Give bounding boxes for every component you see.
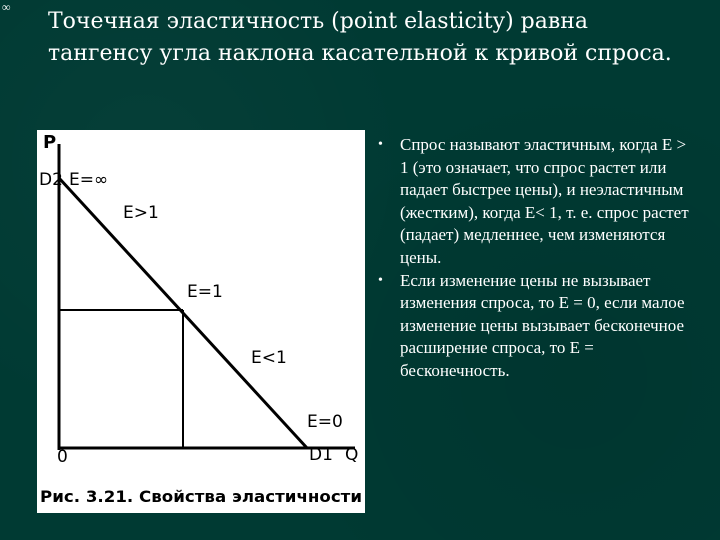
bullet-text: Спрос называют эластичным, когда Е > 1 (это означает, что спрос растет или падает быстрее цены), и неэластичным (жестким), когда Е< 1, т. е. спрос растет (падает) медленнее, чем изменяются цены. [400, 135, 689, 267]
bullet-text: Если изменение цены не вызывает изменения спроса, то Е = 0, если малое изменение цены вызывает бесконечное расширение спроса, то Е = бесконечность. [400, 270, 685, 380]
bullet-icon: • [378, 272, 383, 288]
label-e-infinity: E=∞ [69, 170, 109, 190]
label-e-greater-1: E>1 [123, 203, 159, 223]
axis-label-q: Q [345, 445, 359, 465]
bullet-item [376, 134, 692, 270]
demand-diagram [37, 130, 365, 513]
origin-label: 0 [57, 447, 68, 467]
label-d2: D2 [39, 170, 63, 190]
slide-title: Точечная эластичность (point elasticity) равна тангенсу угла наклона касательной к кривой спроса. [48, 9, 672, 66]
figure-caption: Рис. 3.21. Свойства эластичности [40, 487, 362, 506]
label-e-0: E=0 [307, 412, 343, 432]
slide-number: ∞ [2, 0, 11, 14]
label-d1: D1 [309, 445, 333, 465]
demand-elasticity-figure [37, 130, 365, 513]
label-e-1: E=1 [187, 282, 223, 302]
axis-label-p: P [43, 132, 57, 153]
bullet-list [376, 134, 692, 383]
bullet-icon: • [378, 137, 383, 152]
bullet-item [376, 270, 692, 383]
label-e-less-1: E<1 [251, 348, 287, 368]
